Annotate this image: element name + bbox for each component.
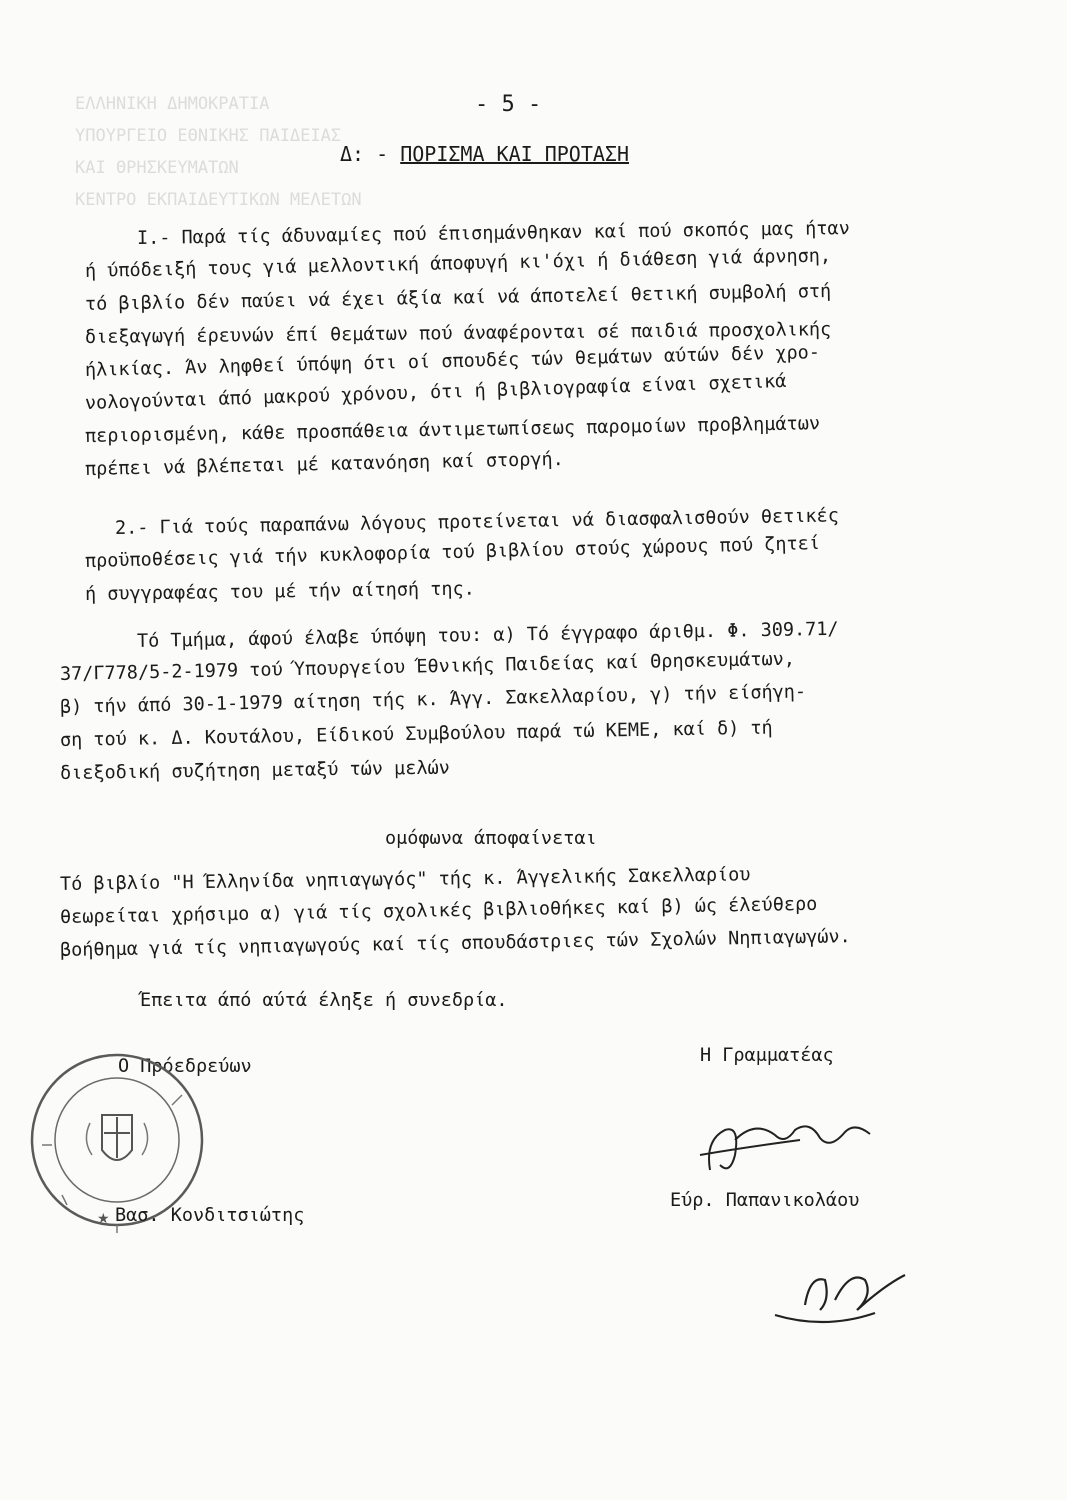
paragraph-line: προϋποθέσεις γιά τήν κυκλοφορία τού βιβλίου στούς χώρους πού ζητεί <box>84 533 821 572</box>
secretary-signature <box>680 1100 900 1190</box>
chairman-name: Βασ. Κονδιτσιώτης <box>115 1205 305 1226</box>
paragraph-line: β) τήν άπό 30-1-1979 αίτηση τής κ. Άγγ. Σακελλαρίου, γ) τήν είσήγη- <box>59 681 807 718</box>
stamp-star-icon: ★ <box>97 1211 110 1227</box>
decision-line: ομόφωνα άποφαίνεται <box>385 828 597 849</box>
paragraph-line: 2.- Γιά τούς παραπάνω λόγους προτείνεται νά διασφαλισθούν θετικές <box>114 505 840 539</box>
paragraph-2 <box>84 505 840 611</box>
heading-prefix: Δ: - <box>340 142 401 166</box>
paragraph-line: Ι.- Παρά τίς άδυναμίες πού έπισημάνθηκαν καί πού σκοπός μας ήταν <box>136 218 850 249</box>
stamp-laurel-icon <box>86 1123 92 1155</box>
secretary-title: Η Γραμματέας <box>700 1045 834 1066</box>
heading-title: ΠΟΡΙΣΜΑ ΚΑΙ ΠΡΟΤΑΣΗ <box>400 142 629 166</box>
paragraph-line: τό βιβλίο δέν παύει νά έχει άξία καί νά άποτελεί θετική συμβολή στή <box>84 280 832 315</box>
paragraph-line: διεξαγωγή έρευνών έπί θεμάτων πού άναφέρονται σέ παιδιά προσχολικής <box>84 319 832 348</box>
paragraph-line: διεξοδική συζήτηση μεταξύ τών μελών <box>59 757 450 784</box>
paragraph-line: 37/Γ778/5-2-1979 τού Ύπουργείου Έθνικής Παιδείας καί Θρησκευμάτων, <box>59 648 796 685</box>
chairman-title: Ο Πρόεδρεύων <box>118 1056 252 1077</box>
paragraph-3 <box>59 618 839 790</box>
paragraph-line: ή συγγραφέας του μέ τήν αίτησή της. <box>84 578 475 605</box>
section-heading <box>340 142 629 166</box>
paragraph-line: νολογούνται άπό μακρού χρόνου, ότι ή βιβλιογραφία είναι σχετικά <box>84 370 787 414</box>
page-number: - 5 - <box>475 92 542 117</box>
secretary-name: Εύρ. Παπανικολάου <box>670 1190 860 1211</box>
paragraph-line: περιορισμένη, κάθε προσπάθεια άντιμετωπίσεως παρομοίων προβλημάτων <box>84 413 821 447</box>
paragraph-4 <box>59 864 851 967</box>
paragraph-line: ση τού κ. Δ. Κουτάλου, Είδικού Συμβούλου παρά τώ ΚΕΜΕ, καί δ) τή <box>59 717 773 751</box>
bleed-through-text: ΕΛΛΗΝΙΚΗ ΔΗΜΟΚΡΑΤΙΑ ΥΠΟΥΡΓΕΙΟ ΕΘΝΙΚΗΣ ΠΑΙΔΕΙΑΣ ΚΑΙ ΘΡΗΣΚΕΥΜΑΤΩΝ ΚΕΝΤΡΟ ΕΚΠΑΙΔΕΥΤΙΚΩΝ ΜΕΛΕΤΩΝ <box>75 94 362 210</box>
paragraph-line: ήλικίας. Άν ληφθεί ύπόψη ότι οί σπουδές τών θεμάτων αύτών δέν χρο- <box>84 342 821 381</box>
paragraph-line: ή ύπόδειξή τους γιά μελλοντική άποφυγή κι'όχι ή διάθεση γιά άρνηση, <box>84 245 832 282</box>
paragraph-line: βοήθημα γιά τίς νηπιαγωγούς καί τίς σπουδάστριες τών Σχολών Νηπιαγωγών. <box>59 926 851 961</box>
paragraph-1 <box>84 218 850 486</box>
closing-sentence: Έπειτα άπό αύτά έληξε ή συνεδρία. <box>140 990 508 1011</box>
paragraph-line: Τό βιβλίο "Η Έλληνίδα νηπιαγωγός" τής κ. Άγγελικής Σακελλαρίου <box>59 864 751 895</box>
paragraph-line: θεωρείται χρήσιμο α) γιά τίς σχολικές βιβλιοθήκες καί β) ώς έλεύθερο <box>59 893 818 928</box>
initials-signature <box>765 1255 925 1335</box>
paragraph-line: Τό Τμήμα, άφού έλαβε ύπόψη του: α) Τό έγγραφο άριθμ. Φ. 309.71/ <box>136 618 839 652</box>
paragraph-line: πρέπει νά βλέπεται μέ κατανόηση καί στοργή. <box>84 448 565 480</box>
